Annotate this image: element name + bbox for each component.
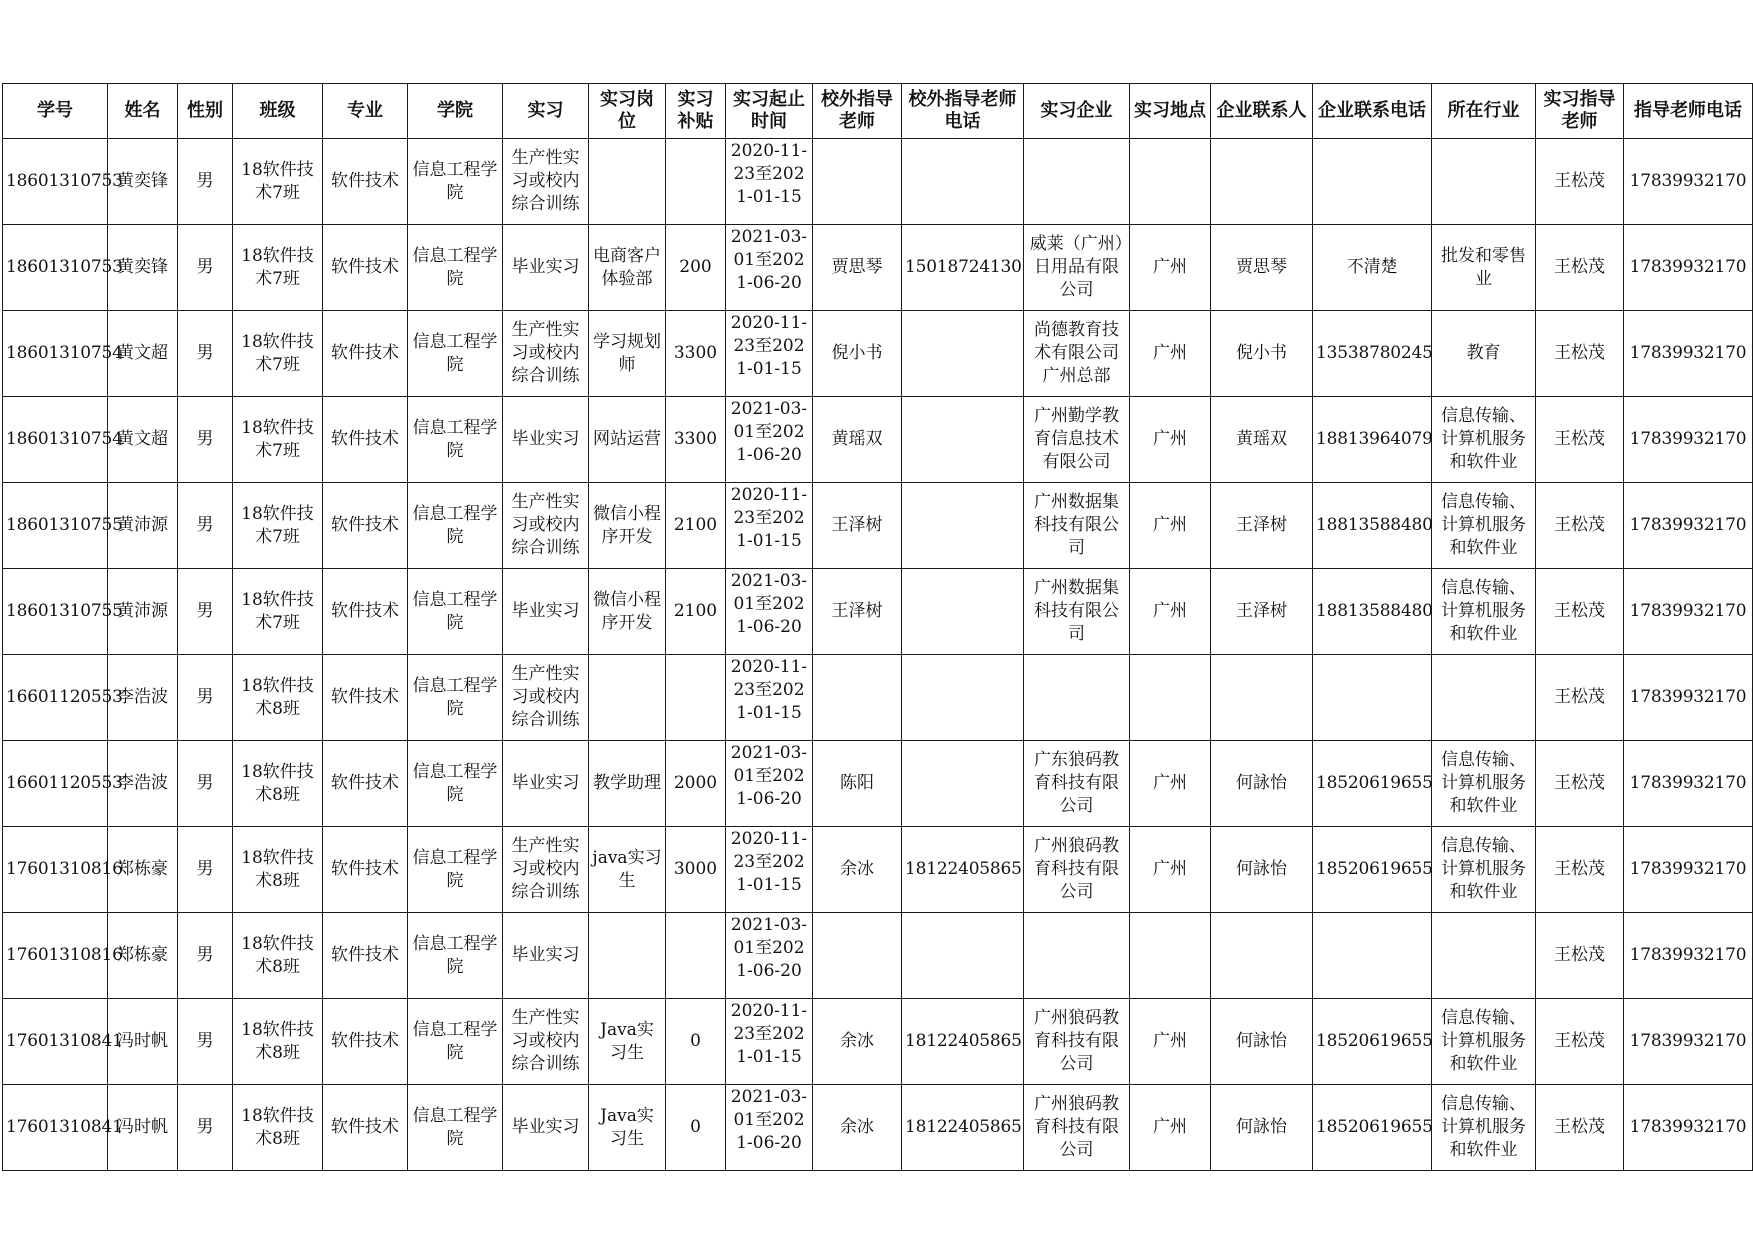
cell-class: 18软件技术8班 <box>233 655 323 741</box>
cell-major: 软件技术 <box>323 225 408 311</box>
cell-student-id: 17601310841 <box>3 999 108 1085</box>
cell-supervisor-phone: 17839932170 <box>1624 139 1753 225</box>
cell-supervisor-phone: 17839932170 <box>1624 999 1753 1085</box>
table-row <box>3 827 1753 913</box>
cell-college: 信息工程学院 <box>408 483 503 569</box>
cell-student-id: 18601310755 <box>3 483 108 569</box>
cell-internship-location <box>1130 913 1211 999</box>
cell-company-contact-phone: 18813964079 <box>1313 397 1432 483</box>
cell-internship-type: 毕业实习 <box>503 397 589 483</box>
cell-external-supervisor-phone: 18122405865 <box>902 1085 1024 1171</box>
cell-major: 软件技术 <box>323 999 408 1085</box>
cell-supervisor-phone: 17839932170 <box>1624 741 1753 827</box>
cell-company-contact-phone: 18520619655 <box>1313 1085 1432 1171</box>
cell-internship-position: 教学助理 <box>589 741 666 827</box>
cell-class: 18软件技术8班 <box>233 999 323 1085</box>
cell-industry: 信息传输、计算机服务和软件业 <box>1432 1085 1536 1171</box>
cell-internship-period <box>726 999 813 1085</box>
header-student-id: 学号 <box>3 84 108 139</box>
cell-company-contact: 王泽树 <box>1211 569 1313 655</box>
cell-company-contact: 黄瑶双 <box>1211 397 1313 483</box>
cell-class: 18软件技术8班 <box>233 741 323 827</box>
cell-internship-supervisor: 王松茂 <box>1536 655 1624 741</box>
cell-internship-period <box>726 741 813 827</box>
table-row <box>3 741 1753 827</box>
cell-student-name: 郑栋豪 <box>108 913 178 999</box>
cell-student-id: 16601120553 <box>3 655 108 741</box>
cell-college: 信息工程学院 <box>408 139 503 225</box>
cell-internship-location: 广州 <box>1130 483 1211 569</box>
cell-student-name: 黄沛源 <box>108 483 178 569</box>
cell-external-supervisor-phone <box>902 741 1024 827</box>
cell-supervisor-phone: 17839932170 <box>1624 1085 1753 1171</box>
cell-internship-allowance: 0 <box>666 999 726 1085</box>
cell-internship-supervisor: 王松茂 <box>1536 139 1624 225</box>
cell-internship-position: 电商客户体验部 <box>589 225 666 311</box>
cell-major: 软件技术 <box>323 397 408 483</box>
cell-college: 信息工程学院 <box>408 913 503 999</box>
cell-gender: 男 <box>178 569 233 655</box>
cell-student-id: 18601310754 <box>3 311 108 397</box>
cell-company-contact-phone: 不清楚 <box>1313 225 1432 311</box>
cell-internship-location: 广州 <box>1130 1085 1211 1171</box>
cell-supervisor-phone: 17839932170 <box>1624 483 1753 569</box>
cell-internship-type: 生产性实习或校内综合训练 <box>503 999 589 1085</box>
cell-internship-location: 广州 <box>1130 397 1211 483</box>
cell-internship-type: 毕业实习 <box>503 225 589 311</box>
cell-student-name: 冯时帆 <box>108 999 178 1085</box>
cell-supervisor-phone: 17839932170 <box>1624 655 1753 741</box>
table-header <box>3 84 1753 139</box>
cell-internship-type: 生产性实习或校内综合训练 <box>503 655 589 741</box>
cell-class: 18软件技术7班 <box>233 311 323 397</box>
cell-internship-allowance: 2100 <box>666 483 726 569</box>
cell-internship-company: 尚德教育技术有限公司广州总部 <box>1024 311 1130 397</box>
table-row <box>3 1085 1753 1171</box>
header-college: 学院 <box>408 84 503 139</box>
cell-major: 软件技术 <box>323 139 408 225</box>
header-internship-period: 实习起止时间 <box>726 84 813 139</box>
cell-internship-company: 广州数据集科技有限公司 <box>1024 569 1130 655</box>
cell-company-contact-phone: 18813588480 <box>1313 483 1432 569</box>
table-row <box>3 999 1753 1085</box>
cell-external-supervisor-phone <box>902 913 1024 999</box>
period-text: 2020-11-23至2021-01-15 <box>730 313 808 379</box>
cell-internship-allowance: 3300 <box>666 397 726 483</box>
cell-supervisor-phone: 17839932170 <box>1624 569 1753 655</box>
period-text: 2021-03-01至2021-06-20 <box>730 571 808 637</box>
table-row <box>3 397 1753 483</box>
cell-internship-position: 学习规划师 <box>589 311 666 397</box>
cell-supervisor-phone: 17839932170 <box>1624 913 1753 999</box>
cell-major: 软件技术 <box>323 655 408 741</box>
period-text: 2020-11-23至2021-01-15 <box>730 657 808 723</box>
cell-external-supervisor-phone <box>902 655 1024 741</box>
cell-internship-period <box>726 1085 813 1171</box>
cell-college: 信息工程学院 <box>408 1085 503 1171</box>
cell-class: 18软件技术7班 <box>233 225 323 311</box>
cell-external-supervisor: 余冰 <box>813 999 902 1085</box>
cell-class: 18软件技术8班 <box>233 827 323 913</box>
cell-company-contact: 贾思琴 <box>1211 225 1313 311</box>
period-text: 2021-03-01至2021-06-20 <box>730 743 808 809</box>
cell-supervisor-phone: 17839932170 <box>1624 397 1753 483</box>
cell-class: 18软件技术7班 <box>233 483 323 569</box>
cell-industry: 批发和零售业 <box>1432 225 1536 311</box>
cell-internship-position <box>589 139 666 225</box>
cell-external-supervisor-phone <box>902 483 1024 569</box>
cell-internship-period <box>726 483 813 569</box>
cell-company-contact: 何詠怡 <box>1211 999 1313 1085</box>
cell-internship-allowance: 2000 <box>666 741 726 827</box>
cell-company-contact-phone <box>1313 655 1432 741</box>
cell-internship-company <box>1024 655 1130 741</box>
cell-internship-type: 生产性实习或校内综合训练 <box>503 827 589 913</box>
cell-company-contact: 倪小书 <box>1211 311 1313 397</box>
cell-internship-company <box>1024 913 1130 999</box>
cell-internship-allowance: 2100 <box>666 569 726 655</box>
cell-student-name: 黄奕锋 <box>108 225 178 311</box>
cell-internship-position: 微信小程序开发 <box>589 483 666 569</box>
table-row <box>3 225 1753 311</box>
period-text: 2020-11-23至2021-01-15 <box>730 829 808 895</box>
cell-student-name: 冯时帆 <box>108 1085 178 1171</box>
cell-class: 18软件技术8班 <box>233 913 323 999</box>
cell-internship-supervisor: 王松茂 <box>1536 999 1624 1085</box>
cell-industry: 信息传输、计算机服务和软件业 <box>1432 397 1536 483</box>
table-body <box>3 139 1753 1171</box>
cell-internship-type: 毕业实习 <box>503 1085 589 1171</box>
cell-external-supervisor-phone: 18122405865 <box>902 999 1024 1085</box>
cell-internship-position: 微信小程序开发 <box>589 569 666 655</box>
cell-student-id: 17601310816 <box>3 827 108 913</box>
cell-internship-allowance: 200 <box>666 225 726 311</box>
cell-college: 信息工程学院 <box>408 655 503 741</box>
cell-company-contact: 何詠怡 <box>1211 1085 1313 1171</box>
cell-class: 18软件技术7班 <box>233 139 323 225</box>
cell-gender: 男 <box>178 225 233 311</box>
cell-external-supervisor: 倪小书 <box>813 311 902 397</box>
cell-college: 信息工程学院 <box>408 569 503 655</box>
cell-internship-supervisor: 王松茂 <box>1536 397 1624 483</box>
table-row <box>3 139 1753 225</box>
cell-company-contact <box>1211 139 1313 225</box>
cell-internship-type: 生产性实习或校内综合训练 <box>503 483 589 569</box>
cell-college: 信息工程学院 <box>408 311 503 397</box>
header-class: 班级 <box>233 84 323 139</box>
cell-supervisor-phone: 17839932170 <box>1624 827 1753 913</box>
table-row <box>3 483 1753 569</box>
cell-company-contact-phone: 18520619655 <box>1313 741 1432 827</box>
cell-internship-supervisor: 王松茂 <box>1536 225 1624 311</box>
cell-student-name: 黄文超 <box>108 397 178 483</box>
cell-external-supervisor-phone <box>902 397 1024 483</box>
cell-gender: 男 <box>178 827 233 913</box>
cell-industry <box>1432 139 1536 225</box>
cell-student-id: 18601310754 <box>3 397 108 483</box>
cell-supervisor-phone: 17839932170 <box>1624 311 1753 397</box>
cell-industry <box>1432 913 1536 999</box>
cell-student-id: 17601310841 <box>3 1085 108 1171</box>
cell-external-supervisor-phone: 15018724130 <box>902 225 1024 311</box>
cell-internship-supervisor: 王松茂 <box>1536 827 1624 913</box>
cell-student-id: 16601120553 <box>3 741 108 827</box>
table-row <box>3 569 1753 655</box>
period-text: 2020-11-23至2021-01-15 <box>730 1001 808 1067</box>
cell-college: 信息工程学院 <box>408 741 503 827</box>
cell-internship-period <box>726 655 813 741</box>
cell-external-supervisor-phone: 18122405865 <box>902 827 1024 913</box>
header-internship-allowance: 实习补贴 <box>666 84 726 139</box>
cell-internship-period <box>726 569 813 655</box>
cell-external-supervisor: 贾思琴 <box>813 225 902 311</box>
cell-internship-allowance: 0 <box>666 1085 726 1171</box>
period-text: 2021-03-01至2021-06-20 <box>730 915 808 981</box>
period-text: 2021-03-01至2021-06-20 <box>730 1087 808 1153</box>
period-text: 2020-11-23至2021-01-15 <box>730 485 808 551</box>
cell-major: 软件技术 <box>323 569 408 655</box>
cell-internship-type: 毕业实习 <box>503 741 589 827</box>
cell-student-name: 黄奕锋 <box>108 139 178 225</box>
cell-internship-supervisor: 王松茂 <box>1536 569 1624 655</box>
cell-internship-company: 威莱（广州）日用品有限公司 <box>1024 225 1130 311</box>
table-row <box>3 311 1753 397</box>
cell-major: 软件技术 <box>323 741 408 827</box>
cell-student-id: 18601310755 <box>3 569 108 655</box>
internship-table <box>2 83 1753 1171</box>
cell-gender: 男 <box>178 139 233 225</box>
cell-company-contact-phone <box>1313 139 1432 225</box>
header-internship-location: 实习地点 <box>1130 84 1211 139</box>
cell-external-supervisor: 陈阳 <box>813 741 902 827</box>
cell-internship-type: 毕业实习 <box>503 569 589 655</box>
cell-company-contact: 何詠怡 <box>1211 741 1313 827</box>
cell-gender: 男 <box>178 311 233 397</box>
table-row <box>3 655 1753 741</box>
cell-external-supervisor: 余冰 <box>813 1085 902 1171</box>
cell-external-supervisor: 王泽树 <box>813 569 902 655</box>
cell-gender: 男 <box>178 483 233 569</box>
cell-internship-company: 广州勤学教育信息技术有限公司 <box>1024 397 1130 483</box>
cell-internship-location <box>1130 139 1211 225</box>
header-internship-type: 实习 <box>503 84 589 139</box>
cell-internship-position <box>589 913 666 999</box>
cell-internship-position: Java实习生 <box>589 1085 666 1171</box>
cell-gender: 男 <box>178 913 233 999</box>
header-supervisor-phone: 指导老师电话 <box>1624 84 1753 139</box>
cell-industry <box>1432 655 1536 741</box>
cell-external-supervisor <box>813 913 902 999</box>
cell-internship-location: 广州 <box>1130 827 1211 913</box>
cell-internship-allowance <box>666 655 726 741</box>
cell-industry: 信息传输、计算机服务和软件业 <box>1432 741 1536 827</box>
cell-college: 信息工程学院 <box>408 225 503 311</box>
cell-internship-allowance: 3000 <box>666 827 726 913</box>
cell-class: 18软件技术7班 <box>233 397 323 483</box>
cell-external-supervisor: 王泽树 <box>813 483 902 569</box>
cell-internship-position <box>589 655 666 741</box>
period-text: 2021-03-01至2021-06-20 <box>730 227 808 293</box>
cell-college: 信息工程学院 <box>408 999 503 1085</box>
cell-internship-location <box>1130 655 1211 741</box>
cell-external-supervisor <box>813 139 902 225</box>
cell-major: 软件技术 <box>323 483 408 569</box>
cell-gender: 男 <box>178 397 233 483</box>
cell-industry: 信息传输、计算机服务和软件业 <box>1432 483 1536 569</box>
header-internship-company: 实习企业 <box>1024 84 1130 139</box>
cell-internship-company: 广州数据集科技有限公司 <box>1024 483 1130 569</box>
cell-industry: 信息传输、计算机服务和软件业 <box>1432 569 1536 655</box>
header-row <box>3 84 1753 139</box>
cell-supervisor-phone: 17839932170 <box>1624 225 1753 311</box>
cell-major: 软件技术 <box>323 913 408 999</box>
cell-internship-company <box>1024 139 1130 225</box>
cell-internship-allowance: 3300 <box>666 311 726 397</box>
cell-internship-company: 广州狼码教育科技有限公司 <box>1024 827 1130 913</box>
header-gender: 性别 <box>178 84 233 139</box>
cell-external-supervisor <box>813 655 902 741</box>
cell-student-name: 黄沛源 <box>108 569 178 655</box>
header-internship-position: 实习岗位 <box>589 84 666 139</box>
cell-internship-supervisor: 王松茂 <box>1536 483 1624 569</box>
cell-external-supervisor: 黄瑶双 <box>813 397 902 483</box>
cell-internship-position: java实习生 <box>589 827 666 913</box>
cell-industry: 信息传输、计算机服务和软件业 <box>1432 827 1536 913</box>
cell-class: 18软件技术8班 <box>233 1085 323 1171</box>
cell-internship-position: Java实习生 <box>589 999 666 1085</box>
header-industry: 所在行业 <box>1432 84 1536 139</box>
cell-internship-period <box>726 827 813 913</box>
cell-internship-location: 广州 <box>1130 225 1211 311</box>
cell-student-id: 18601310753 <box>3 139 108 225</box>
cell-external-supervisor-phone <box>902 569 1024 655</box>
cell-student-name: 郑栋豪 <box>108 827 178 913</box>
cell-external-supervisor-phone <box>902 311 1024 397</box>
cell-industry: 信息传输、计算机服务和软件业 <box>1432 999 1536 1085</box>
cell-company-contact-phone: 18520619655 <box>1313 827 1432 913</box>
cell-college: 信息工程学院 <box>408 397 503 483</box>
cell-student-name: 李浩波 <box>108 741 178 827</box>
cell-internship-supervisor: 王松茂 <box>1536 311 1624 397</box>
cell-student-id: 18601310753 <box>3 225 108 311</box>
cell-internship-allowance <box>666 913 726 999</box>
cell-external-supervisor: 余冰 <box>813 827 902 913</box>
cell-student-name: 黄文超 <box>108 311 178 397</box>
cell-internship-location: 广州 <box>1130 999 1211 1085</box>
cell-internship-period <box>726 913 813 999</box>
cell-internship-company: 广州狼码教育科技有限公司 <box>1024 999 1130 1085</box>
cell-internship-period <box>726 397 813 483</box>
cell-gender: 男 <box>178 655 233 741</box>
cell-internship-allowance <box>666 139 726 225</box>
cell-internship-location: 广州 <box>1130 311 1211 397</box>
cell-company-contact: 何詠怡 <box>1211 827 1313 913</box>
cell-student-id: 17601310816 <box>3 913 108 999</box>
cell-company-contact: 王泽树 <box>1211 483 1313 569</box>
cell-company-contact-phone: 18520619655 <box>1313 999 1432 1085</box>
cell-company-contact-phone: 18813588480 <box>1313 569 1432 655</box>
cell-internship-location: 广州 <box>1130 569 1211 655</box>
cell-internship-supervisor: 王松茂 <box>1536 1085 1624 1171</box>
cell-company-contact <box>1211 655 1313 741</box>
cell-internship-type: 毕业实习 <box>503 913 589 999</box>
cell-internship-location: 广州 <box>1130 741 1211 827</box>
cell-major: 软件技术 <box>323 827 408 913</box>
cell-gender: 男 <box>178 999 233 1085</box>
cell-industry: 教育 <box>1432 311 1536 397</box>
cell-internship-position: 网站运营 <box>589 397 666 483</box>
header-internship-supervisor: 实习指导老师 <box>1536 84 1624 139</box>
header-major: 专业 <box>323 84 408 139</box>
cell-internship-supervisor: 王松茂 <box>1536 913 1624 999</box>
cell-internship-period <box>726 311 813 397</box>
cell-class: 18软件技术7班 <box>233 569 323 655</box>
cell-company-contact-phone <box>1313 913 1432 999</box>
cell-internship-supervisor: 王松茂 <box>1536 741 1624 827</box>
period-text: 2021-03-01至2021-06-20 <box>730 399 808 465</box>
cell-company-contact <box>1211 913 1313 999</box>
table-row <box>3 913 1753 999</box>
cell-internship-period <box>726 139 813 225</box>
cell-gender: 男 <box>178 1085 233 1171</box>
header-external-supervisor-phone: 校外指导老师电话 <box>902 84 1024 139</box>
cell-internship-type: 生产性实习或校内综合训练 <box>503 311 589 397</box>
internship-sheet <box>2 83 1753 1171</box>
cell-student-name: 李浩波 <box>108 655 178 741</box>
header-company-contact-phone: 企业联系电话 <box>1313 84 1432 139</box>
cell-college: 信息工程学院 <box>408 827 503 913</box>
cell-internship-company: 广州狼码教育科技有限公司 <box>1024 1085 1130 1171</box>
header-company-contact: 企业联系人 <box>1211 84 1313 139</box>
cell-internship-company: 广东狼码教育科技有限公司 <box>1024 741 1130 827</box>
cell-external-supervisor-phone <box>902 139 1024 225</box>
cell-major: 软件技术 <box>323 1085 408 1171</box>
cell-company-contact-phone: 13538780245 <box>1313 311 1432 397</box>
cell-major: 软件技术 <box>323 311 408 397</box>
cell-internship-period <box>726 225 813 311</box>
period-text: 2020-11-23至2021-01-15 <box>730 141 808 207</box>
header-external-supervisor: 校外指导老师 <box>813 84 902 139</box>
cell-gender: 男 <box>178 741 233 827</box>
header-student-name: 姓名 <box>108 84 178 139</box>
cell-internship-type: 生产性实习或校内综合训练 <box>503 139 589 225</box>
